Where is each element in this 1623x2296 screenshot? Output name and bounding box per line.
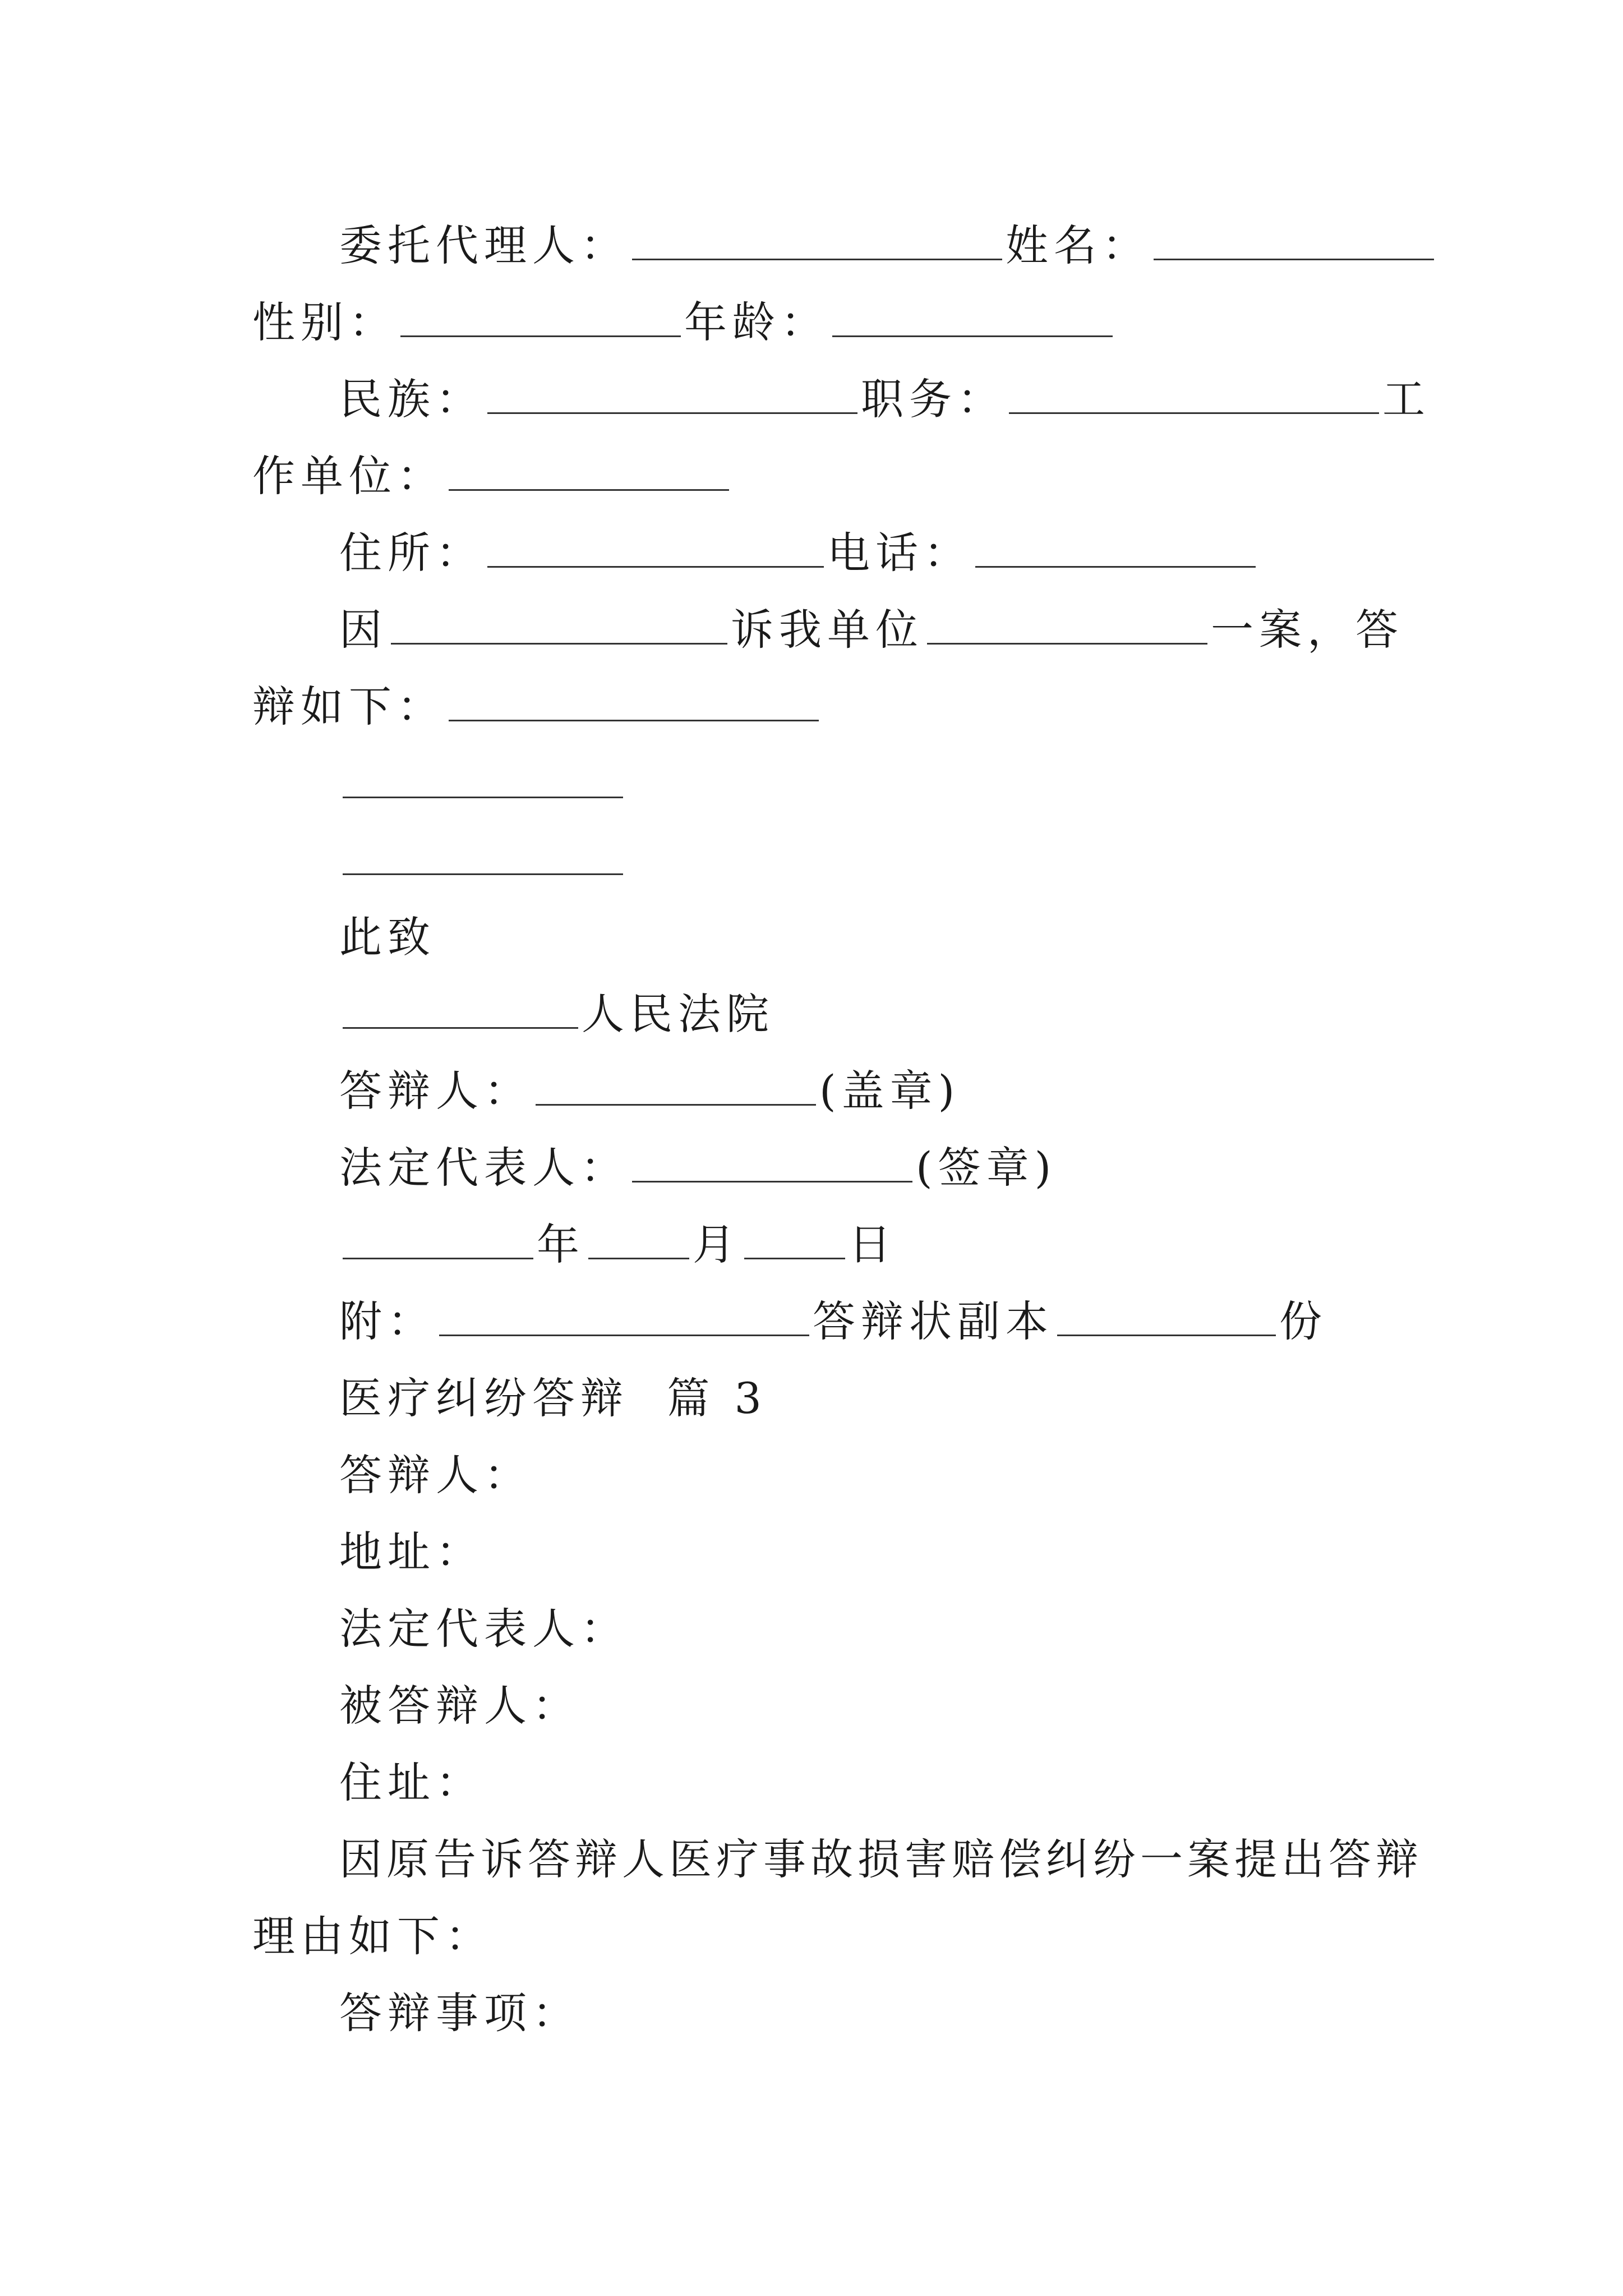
s3-matters-line [252, 1980, 1391, 2047]
salutation: 此致 [339, 912, 436, 962]
cause-line [252, 596, 1404, 664]
sign-note: (签章) [916, 1143, 1057, 1193]
court-blank [343, 992, 578, 1029]
year-blank [343, 1223, 533, 1259]
age-blank [832, 301, 1113, 337]
position-blank [1009, 378, 1379, 414]
legal-rep-blank [632, 1146, 912, 1182]
reply-blank-line-2 [252, 827, 1391, 894]
month-blank [588, 1223, 689, 1259]
respondent-blank [536, 1069, 816, 1106]
s3-defendant-line [252, 1672, 1391, 1740]
s3-defendant-label: 被答辩人： [339, 1681, 580, 1731]
gender-age-line [252, 289, 1391, 356]
gender-label: 性别： [252, 297, 397, 347]
name-label: 姓名： [1006, 220, 1150, 270]
reply-label: 辩如下： [252, 682, 445, 731]
phone-label: 电话： [827, 528, 972, 578]
date-day: 日 [849, 1220, 897, 1269]
work-unit-blank [449, 454, 729, 491]
date-year: 年 [537, 1220, 585, 1269]
ethnicity-position-line [252, 366, 1431, 433]
work-unit-label-end: 作单位： [252, 451, 445, 501]
reply-content-blank [343, 762, 623, 798]
respondent-line [252, 1057, 1391, 1125]
section-title-text: 医疗纠纷答辩 篇 3 [339, 1373, 767, 1423]
ethnicity-blank [487, 378, 857, 414]
s3-matters-label: 答辩事项： [339, 1988, 580, 2038]
plaintiff-blank [391, 608, 727, 645]
s3-cause-line-2 [252, 1903, 1391, 1970]
name-blank [1154, 224, 1434, 260]
attach-blank [439, 1300, 809, 1336]
date-month: 月 [693, 1220, 741, 1269]
cause-prefix: 因 [339, 605, 388, 655]
s3-residence-label: 住址： [339, 1757, 484, 1807]
work-unit-label-start: 工 [1382, 374, 1431, 424]
gender-blank [400, 301, 681, 337]
agent-blank [632, 224, 1002, 260]
legal-rep-line [252, 1134, 1391, 1202]
reply-blank-line-1 [252, 750, 1391, 817]
s3-cause-text-2: 理由如下： [252, 1911, 494, 1961]
phone-blank [975, 531, 1256, 568]
seal-note: (盖章) [819, 1066, 961, 1116]
s3-legal-rep-line [252, 1595, 1391, 1663]
respondent-label: 答辩人： [339, 1066, 532, 1116]
attach-unit: 份 [1279, 1296, 1327, 1346]
age-label: 年龄： [684, 297, 829, 347]
ethnicity-label: 民族： [339, 374, 484, 424]
s3-address-label: 地址： [339, 1527, 484, 1577]
agent-label: 委托代理人： [339, 220, 629, 270]
copies-blank [1057, 1300, 1276, 1336]
attach-copy: 答辩状副本 [813, 1296, 1054, 1346]
s3-cause-text-1: 因原告诉答辩人医疗事故损害赔偿纠纷一案提出答辩 [339, 1834, 1423, 1884]
residence-label: 住所： [339, 528, 484, 578]
reply-line [252, 673, 1391, 740]
attach-line [252, 1288, 1391, 1355]
section-title [252, 1365, 1391, 1432]
s3-respondent-line [252, 1442, 1391, 1509]
residence-blank [487, 531, 824, 568]
s3-cause-line-1 [252, 1826, 1423, 1893]
court-line [252, 981, 1391, 1048]
court-suffix: 人民法院 [582, 989, 774, 1039]
s3-address-line [252, 1519, 1391, 1586]
position-label: 职务： [861, 374, 1006, 424]
reply-content-blank [343, 839, 623, 875]
agent-line [252, 212, 1391, 279]
legal-rep-label: 法定代表人： [339, 1143, 629, 1193]
day-blank [744, 1223, 845, 1259]
attach-label: 附： [339, 1296, 436, 1346]
s3-residence-line [252, 1749, 1391, 1816]
salutation-line [252, 904, 1391, 971]
residence-phone-line [252, 519, 1391, 587]
cause-middle: 诉我单位 [731, 605, 924, 655]
s3-legal-rep-label: 法定代表人： [339, 1604, 629, 1654]
s3-respondent-label: 答辩人： [339, 1450, 532, 1500]
date-line [252, 1211, 1391, 1278]
work-unit-line [252, 443, 1391, 510]
reply-blank [449, 685, 819, 721]
cause-suffix: 一案，答 [1211, 605, 1404, 655]
case-blank [927, 608, 1207, 645]
